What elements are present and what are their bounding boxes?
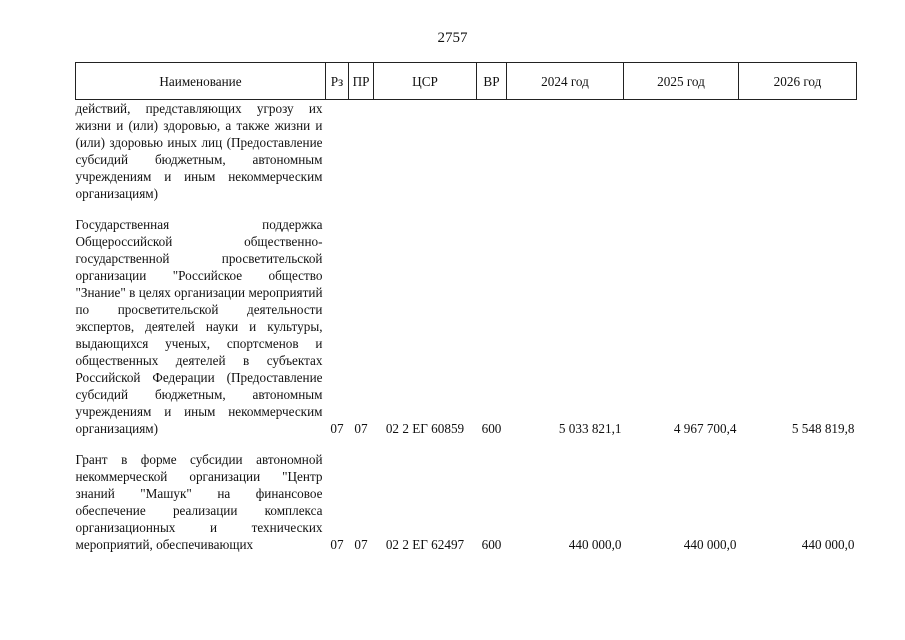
row-name: Грант в форме субсидии автономной некоммерческой организации "Центр знаний "Машук" на финансовое обеспечение реализации комплекса организационных и технических мероприятий, обеспечивающих <box>75 452 323 552</box>
row-vr: 600 <box>481 537 502 552</box>
row-2024: 5 033 821,1 <box>558 421 622 436</box>
table-row <box>76 216 857 437</box>
row-csr: 02 2 ЕГ 60859 <box>385 421 465 436</box>
row-spacer <box>76 202 857 216</box>
row-2024: 440 000,0 <box>568 537 622 552</box>
row-csr <box>374 100 477 203</box>
header-vr: ВР <box>477 63 507 100</box>
row-2026: 440 000,0 <box>801 537 855 552</box>
header-name: Наименование <box>76 63 326 100</box>
header-csr: ЦСР <box>374 63 477 100</box>
header-2024: 2024 год <box>507 63 624 100</box>
header-2025: 2025 год <box>624 63 739 100</box>
row-spacer <box>76 437 857 451</box>
row-2026 <box>739 100 857 203</box>
budget-table <box>75 62 857 553</box>
header-2026: 2026 год <box>739 63 857 100</box>
row-name: Государственная поддержка Общероссийской общественно-государственной просветительской организации "Российское общество "Знание" в целях организации мероприятий по просветительской деятельности экспертов, деятелей науки и культуры, выдающихся ученых, спортсменов и общественных деятелей в субъектах Российской Федерации (Предоставление субсидий бюджетным, автономным учреждениям и иным некоммерческим организациям) <box>75 217 323 436</box>
row-name: действий, представляющих угрозу их жизни и (или) здоровью, а также жизни и (или) здоровью иных лиц (Предоставление субсидий бюджетным, автономным учреждениям и иным некоммерческим организациям) <box>75 101 323 201</box>
row-2024 <box>507 100 624 203</box>
row-vr <box>477 100 507 203</box>
row-2026: 5 548 819,8 <box>791 421 855 436</box>
row-vr: 600 <box>481 421 502 436</box>
page-number: 2757 <box>437 30 468 46</box>
table-row <box>76 100 857 203</box>
row-rz <box>326 100 349 203</box>
table-row <box>76 451 857 553</box>
row-pr: 07 <box>354 421 368 436</box>
row-pr: 07 <box>354 537 368 552</box>
table-header-row <box>76 63 857 100</box>
row-2025 <box>624 100 739 203</box>
row-rz: 07 <box>330 421 344 436</box>
row-2025: 4 967 700,4 <box>673 421 737 436</box>
header-pr: ПР <box>349 63 374 100</box>
row-2025: 440 000,0 <box>683 537 737 552</box>
header-rz: Рз <box>326 63 349 100</box>
row-rz: 07 <box>330 537 344 552</box>
row-csr: 02 2 ЕГ 62497 <box>385 537 465 552</box>
row-pr <box>349 100 374 203</box>
